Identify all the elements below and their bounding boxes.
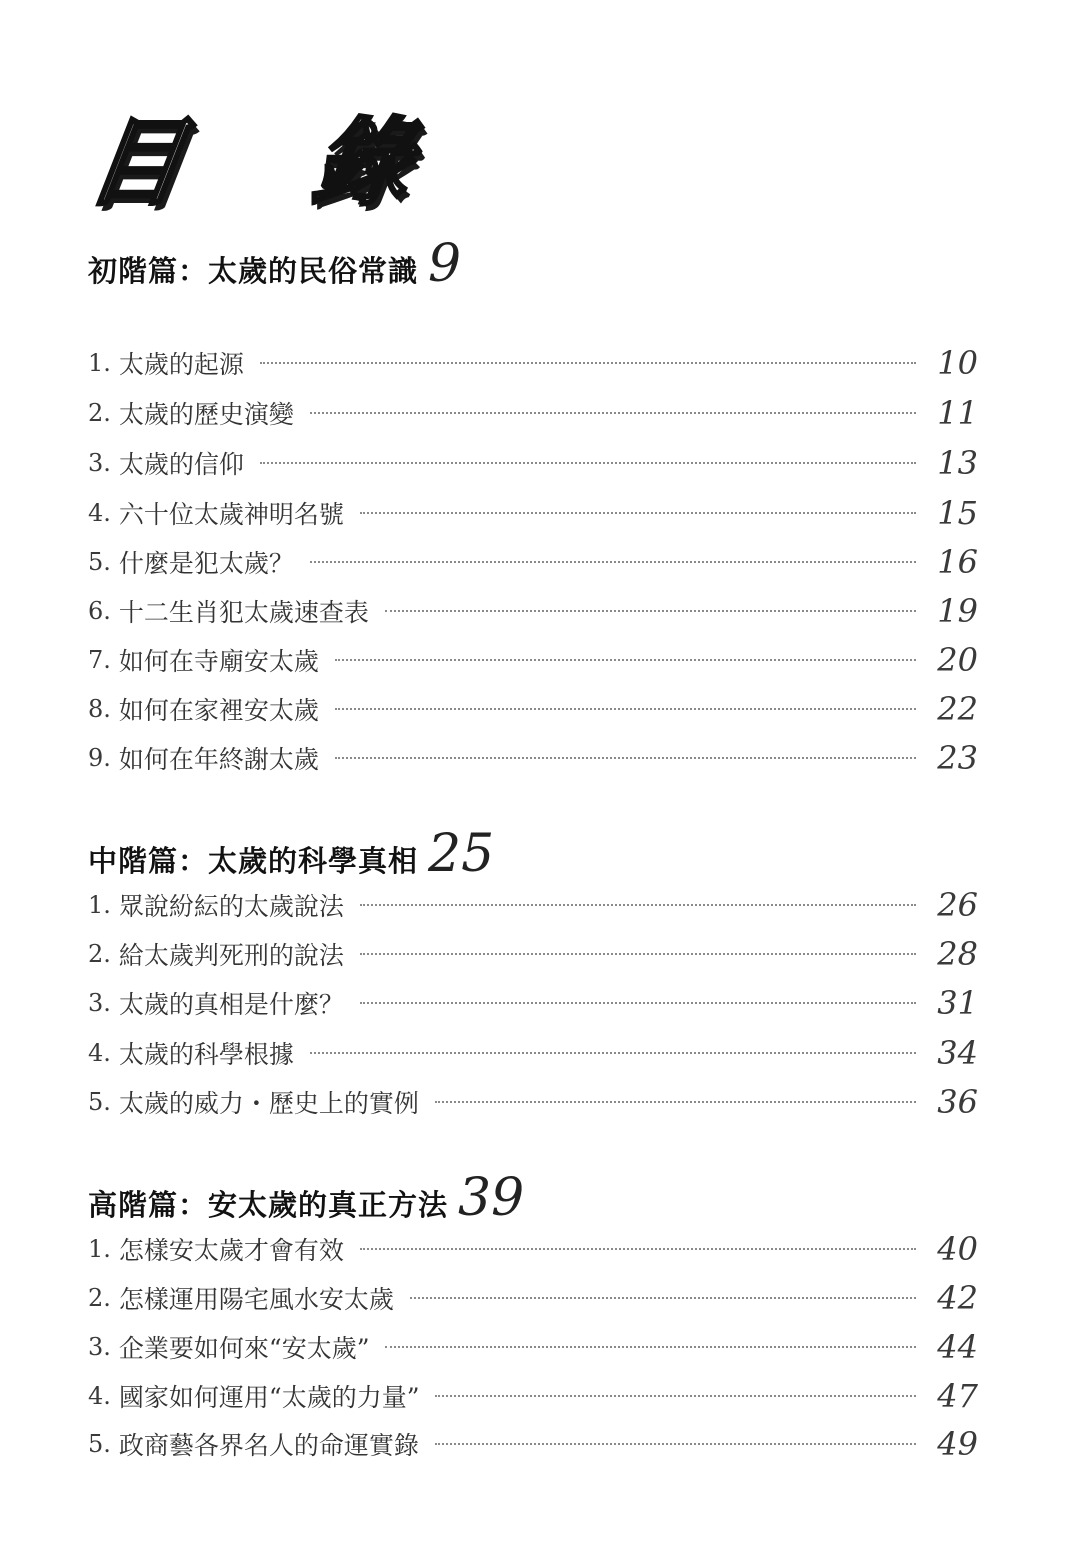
entry-label: 什麼是犯太歲？ <box>118 549 294 578</box>
toc-entry[interactable] <box>88 640 978 680</box>
entry-number: 4. <box>88 499 111 527</box>
entry-number: 4. <box>88 1382 111 1410</box>
entry-number: 5. <box>88 1088 111 1116</box>
dot-leader <box>410 1297 916 1299</box>
entry-label: 怎樣運用陽宅風水安太歲 <box>118 1285 394 1314</box>
dot-leader <box>310 1052 916 1054</box>
entry-label: 國家如何運用“太歲的力量” <box>118 1383 420 1412</box>
toc-entry[interactable] <box>88 1278 978 1318</box>
toc-entry[interactable] <box>88 1424 978 1464</box>
entry-page: 23 <box>937 739 978 777</box>
entry-label: 太歲的科學根據 <box>118 1040 294 1069</box>
toc-title-char-2: 錄 <box>306 107 418 219</box>
entry-label: 太歲的歷史演變 <box>118 400 294 429</box>
toc-entry[interactable] <box>88 934 978 974</box>
dot-leader <box>310 412 916 414</box>
toc-entry[interactable] <box>88 493 978 533</box>
dot-leader <box>360 953 916 955</box>
entry-label: 如何在家裡安太歲 <box>118 696 319 725</box>
entry-page: 47 <box>937 1377 978 1415</box>
entry-page: 11 <box>937 394 978 432</box>
toc-entry[interactable] <box>88 393 978 433</box>
entry-number: 2. <box>88 1284 111 1312</box>
dot-leader <box>360 904 916 906</box>
entry-page: 13 <box>937 444 978 482</box>
section-heading-page: 39 <box>458 1168 525 1228</box>
dot-leader <box>385 610 916 612</box>
entry-number: 1. <box>88 1235 111 1263</box>
toc-entry[interactable] <box>88 689 978 729</box>
entry-page: 10 <box>937 344 978 382</box>
entry-page: 22 <box>937 690 978 728</box>
entry-number: 1. <box>88 891 111 919</box>
entry-number: 8. <box>88 695 111 723</box>
toc-title <box>82 108 482 218</box>
toc-entry[interactable] <box>88 1376 978 1416</box>
entry-label: 太歲的信仰 <box>118 450 244 479</box>
entry-number: 3. <box>88 989 111 1017</box>
dot-leader <box>385 1346 916 1348</box>
dot-leader <box>435 1395 916 1397</box>
entry-page: 34 <box>937 1034 978 1072</box>
entry-number: 9. <box>88 744 111 772</box>
entry-label: 太歲的真相是什麼？ <box>118 990 344 1019</box>
toc-entry[interactable] <box>88 1229 978 1269</box>
entry-number: 3. <box>88 1333 111 1361</box>
entry-label: 企業要如何來“安太歲” <box>118 1334 370 1363</box>
entry-label: 政商藝各界名人的命運實錄 <box>118 1431 419 1460</box>
dot-leader <box>335 708 916 710</box>
dot-leader <box>310 561 916 563</box>
dot-leader <box>360 512 916 514</box>
entry-page: 16 <box>937 543 978 581</box>
section-heading-text: 初階篇：太歲的民俗常識 <box>88 254 419 288</box>
toc-entry[interactable] <box>88 1327 978 1367</box>
entry-label: 怎樣安太歲才會有效 <box>118 1236 344 1265</box>
toc-entry[interactable] <box>88 885 978 925</box>
dot-leader <box>360 1248 916 1250</box>
entry-page: 20 <box>937 641 978 679</box>
entry-page: 28 <box>937 935 978 973</box>
entry-number: 1. <box>88 349 111 377</box>
section-heading-text: 高階篇：安太歲的真正方法 <box>88 1188 449 1222</box>
dot-leader <box>435 1443 916 1445</box>
toc-entry[interactable] <box>88 542 978 582</box>
toc-entry[interactable] <box>88 1033 978 1073</box>
entry-page: 15 <box>937 494 978 532</box>
toc-entry[interactable] <box>88 1082 978 1122</box>
entry-label: 六十位太歲神明名號 <box>118 500 344 529</box>
entry-page: 49 <box>937 1425 978 1463</box>
toc-entry[interactable] <box>88 591 978 631</box>
dot-leader <box>360 1002 916 1004</box>
entry-label: 眾說紛紜的太歲說法 <box>118 892 344 921</box>
entry-number: 4. <box>88 1039 111 1067</box>
section-heading-3 <box>88 1168 525 1228</box>
section-heading-page: 9 <box>428 234 462 294</box>
section-heading-page: 25 <box>428 824 495 884</box>
section-heading-1 <box>88 234 462 294</box>
entry-page: 31 <box>937 984 978 1022</box>
entry-page: 26 <box>937 886 978 924</box>
dot-leader <box>260 362 916 364</box>
dot-leader <box>335 757 916 759</box>
entry-label: 如何在寺廟安太歲 <box>118 647 319 676</box>
dot-leader <box>435 1101 916 1103</box>
section-heading-text: 中階篇：太歲的科學真相 <box>88 844 419 878</box>
toc-entry[interactable] <box>88 738 978 778</box>
entry-number: 7. <box>88 646 111 674</box>
entry-page: 19 <box>937 592 978 630</box>
entry-label: 太歲的威力・歷史上的實例 <box>118 1089 419 1118</box>
entry-label: 給太歲判死刑的說法 <box>118 941 344 970</box>
entry-label: 太歲的起源 <box>118 350 244 379</box>
entry-page: 42 <box>937 1279 978 1317</box>
entry-label: 十二生肖犯太歲速查表 <box>118 598 369 627</box>
entry-number: 5. <box>88 548 111 576</box>
toc-title-char-1: 目 <box>80 107 192 219</box>
entry-number: 2. <box>88 940 111 968</box>
section-heading-2 <box>88 824 495 884</box>
entry-label: 如何在年終謝太歲 <box>118 745 319 774</box>
toc-entry[interactable] <box>88 443 978 483</box>
toc-entry[interactable] <box>88 983 978 1023</box>
entry-number: 5. <box>88 1430 111 1458</box>
entry-number: 6. <box>88 597 111 625</box>
dot-leader <box>260 462 916 464</box>
dot-leader <box>335 659 916 661</box>
entry-number: 3. <box>88 449 111 477</box>
entry-page: 40 <box>937 1230 978 1268</box>
entry-page: 36 <box>937 1083 978 1121</box>
entry-number: 2. <box>88 399 111 427</box>
entry-page: 44 <box>937 1328 978 1366</box>
toc-entry[interactable] <box>88 343 978 383</box>
